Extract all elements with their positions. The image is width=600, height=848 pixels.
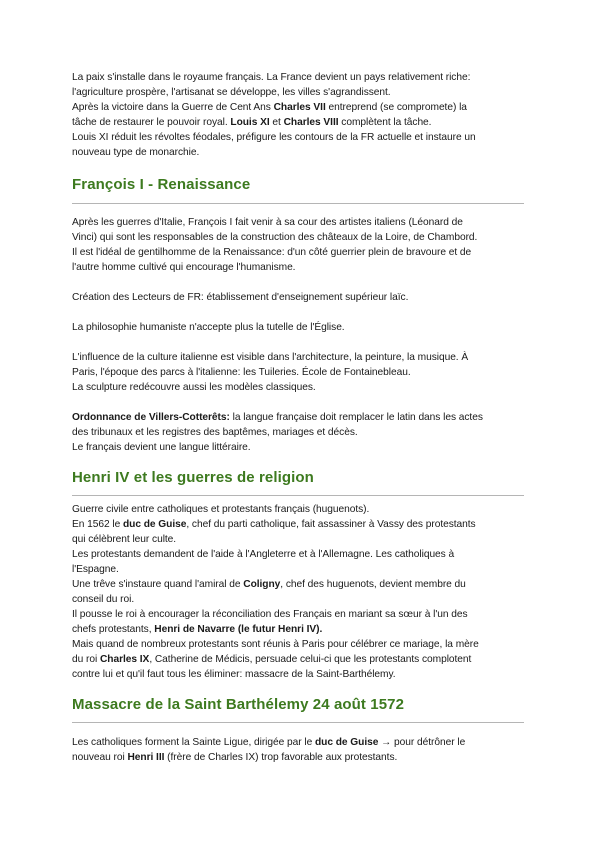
text-line: L'influence de la culture italienne est visible dans l'architecture, la peinture, la musique. À <box>72 352 469 363</box>
text-line <box>72 652 532 667</box>
text-line <box>72 100 532 115</box>
text-run: En 1562 le <box>72 519 123 530</box>
text-line: Le français devient une langue littéraire. <box>72 442 251 453</box>
text-line: Création des Lecteurs de FR: établissement d'enseignement supérieur laïc. <box>72 292 409 303</box>
text-line: Après les guerres d'Italie, François I fait venir à sa cour des artistes italiens (Léonard de <box>72 217 463 228</box>
text-run: Une trêve s'instaure quand l'amiral de <box>72 579 244 590</box>
bold-text: duc de Guise <box>123 519 187 530</box>
text-run: et <box>269 117 284 128</box>
text-line: conseil du roi. <box>72 594 135 605</box>
text-run: , Catherine de Médicis, persuade celui-ci que les protestants complotent <box>149 654 472 665</box>
bold-text: Charles VII <box>273 102 326 113</box>
text-line <box>72 622 532 637</box>
text-line: Louis XI réduit les révoltes féodales, préfigure les contours de la FR actuelle et instaure un <box>72 132 476 143</box>
text-run: , chef du parti catholique, fait assassiner à Vassy des protestants <box>186 519 476 530</box>
section-title-francois: François I - Renaissance <box>72 176 251 193</box>
bold-text: duc de Guise <box>314 737 379 748</box>
text-line: nouveau type de monarchie. <box>72 147 200 158</box>
bold-text: Charles VIII <box>283 117 339 128</box>
text-run: , chef des huguenots, devient membre du <box>280 579 466 590</box>
text-line <box>72 115 532 130</box>
document-page <box>72 70 532 765</box>
text-run: → pour détrôner le <box>378 737 466 748</box>
section-henri-iv-body <box>72 502 532 682</box>
bold-text: Charles IX <box>99 654 150 665</box>
text-run: Les catholiques forment la Sainte Ligue, dirigée par le <box>72 737 315 748</box>
text-line: Il pousse le roi à encourager la réconciliation des Français en mariant sa sœur à l'un des <box>72 609 468 620</box>
text-line <box>72 410 532 425</box>
text-line: La paix s'installe dans le royaume français. La France devient un pays relativement riche: <box>72 72 471 83</box>
text-run: du roi <box>72 654 100 665</box>
bold-text: Coligny <box>243 579 281 590</box>
bold-text: Ordonnance de Villers-Cotterêts: <box>72 412 230 423</box>
text-run: tâche de restaurer le pouvoir royal. <box>72 117 231 128</box>
text-run: chefs protestants, <box>72 624 155 635</box>
text-line <box>72 517 532 532</box>
text-line: qui célèbrent leur culte. <box>72 534 177 545</box>
text-run: nouveau roi <box>72 752 128 763</box>
text-line <box>72 750 532 765</box>
text-line: Mais quand de nombreux protestants sont réunis à Paris pour célébrer ce mariage, la mère <box>72 639 479 650</box>
text-line: Les protestants demandent de l'aide à l'Angleterre et à l'Allemagne. Les catholiques à <box>72 549 455 560</box>
section-francois-body <box>72 215 532 455</box>
text-line: l'agriculture prospère, l'artisanat se développe, les villes s'agrandissent. <box>72 87 391 98</box>
text-line <box>72 577 532 592</box>
section-title-henri-iv: Henri IV et les guerres de religion <box>72 469 314 486</box>
text-run: entreprend (se compromete) la <box>325 102 467 113</box>
text-line: La philosophie humaniste n'accepte plus la tutelle de l'Église. <box>72 322 345 333</box>
text-line: l'Espagne. <box>72 564 119 575</box>
bold-text: Louis XI <box>230 117 270 128</box>
text-line: l'autre homme cultivé qui encourage l'humanisme. <box>72 262 296 273</box>
text-line: Vinci) qui sont les responsables de la construction des châteaux de la Loire, de Chambord. <box>72 232 478 243</box>
section-title-massacre: Massacre de la Saint Barthélemy 24 août 1572 <box>72 696 405 713</box>
text-run: (frère de Charles IX) trop favorable aux protestants. <box>164 752 398 763</box>
text-line: des tribunaux et les registres des baptêmes, mariages et décès. <box>72 427 358 438</box>
text-line: Paris, l'époque des parcs à l'italienne: les Tuileries. École de Fontainebleau. <box>72 367 411 378</box>
text-line: contre lui et qu'il faut tous les éliminer: massacre de la Saint-Barthélemy. <box>72 669 396 680</box>
text-run: Après la victoire dans la Guerre de Cent Ans <box>72 102 274 113</box>
section-massacre-body <box>72 735 532 765</box>
text-line: La sculpture redécouvre aussi les modèles classiques. <box>72 382 316 393</box>
text-run: complètent la tâche. <box>338 117 432 128</box>
text-line <box>72 735 532 750</box>
text-line: Guerre civile entre catholiques et protestants français (huguenots). <box>72 504 370 515</box>
intro-paragraph <box>72 70 532 160</box>
bold-text: Henri III <box>127 752 165 763</box>
bold-text: Henri de Navarre (le futur Henri IV). <box>154 624 323 635</box>
text-line: Il est l'idéal de gentilhomme de la Renaissance: d'un côté guerrier plein de bravoure et de <box>72 247 472 258</box>
text-run: la langue française doit remplacer le latin dans les actes <box>229 412 483 423</box>
